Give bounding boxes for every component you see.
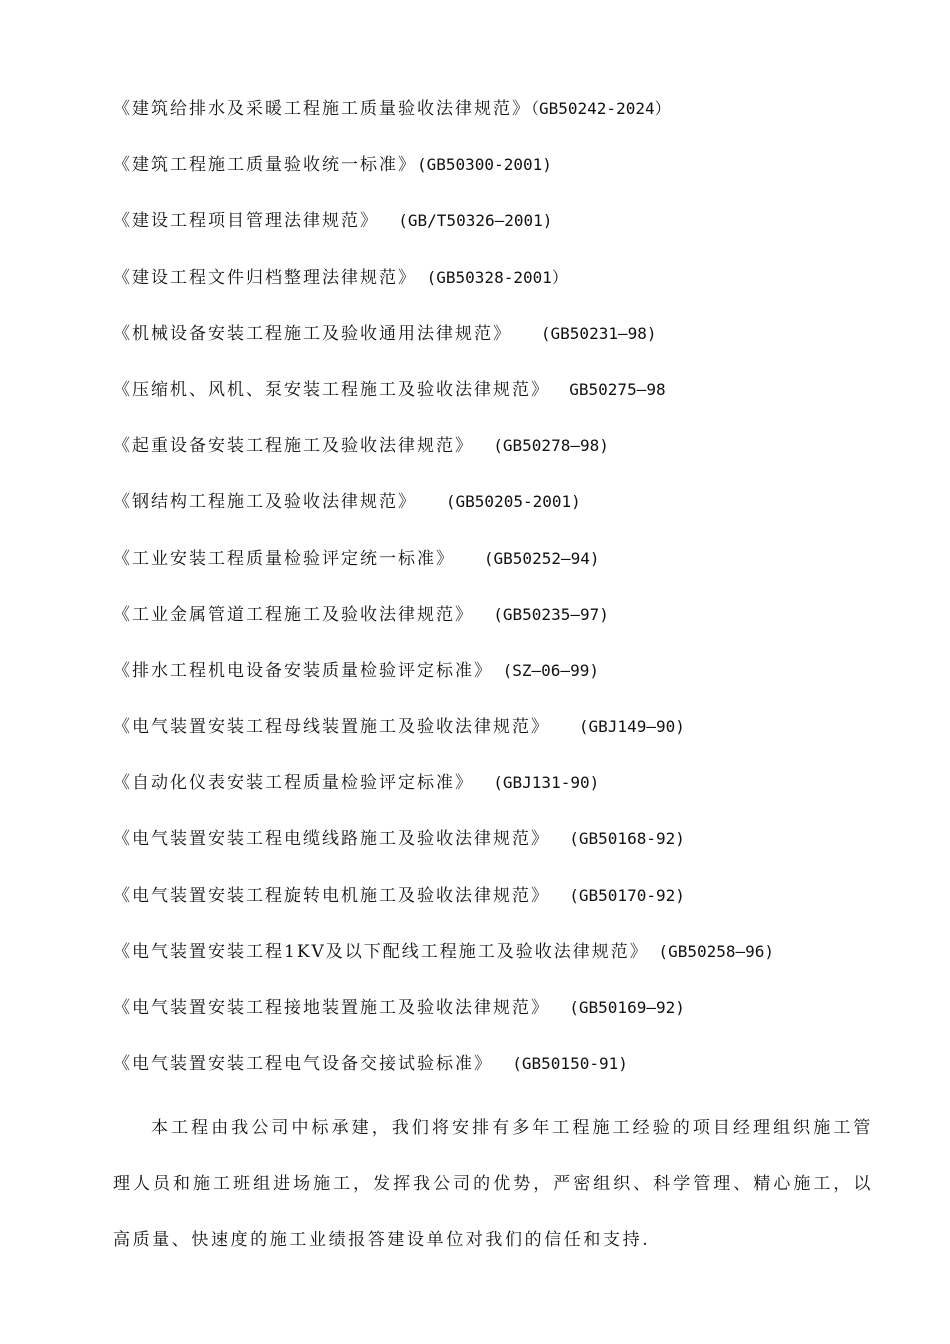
list-item (113, 657, 913, 713)
standard-title: 《电气装置安装工程接地装置施工及验收法律规范》 (113, 998, 550, 1018)
list-item (113, 207, 913, 263)
list-item (113, 432, 913, 488)
list-item (113, 713, 913, 769)
standard-title: 《起重设备安装工程施工及验收法律规范》 (113, 436, 474, 457)
standard-code: (GB50278—98) (474, 436, 609, 456)
list-item (113, 264, 913, 320)
standard-title: 《钢结构工程施工及验收法律规范》 (113, 492, 417, 513)
standard-title: 《机械设备安装工程施工及验收通用法律规范》 (113, 323, 512, 344)
standard-title: 《电气装置安装工程母线装置施工及验收法律规范》 (113, 717, 550, 738)
list-item (113, 1050, 913, 1106)
standard-code: (GB/T50326—2001) (379, 211, 553, 231)
body-paragraph: 本工程由我公司中标承建，我们将安排有多年工程施工经验的项目经理组织施工管理人员和施工班组进场施工，发挥我公司的优势，严密组织、科学管理、精心施工，以高质量、快速度的施工业绩报答建设单位对我们的信任和支持. (113, 1118, 873, 1250)
list-item (113, 488, 913, 544)
standard-title: 《自动化仪表安装工程质量检验评定标准》 (113, 773, 474, 794)
standard-code: (GB50231—98) (512, 323, 657, 343)
standard-code: (GB50258—96) (648, 941, 775, 961)
list-item (113, 320, 913, 376)
list-item (113, 545, 913, 601)
standards-list (113, 95, 913, 1106)
standard-code: (GB50150-91) (493, 1054, 628, 1074)
standard-code: (GB50235—97) (474, 604, 609, 624)
standard-title: 《工业金属管道工程施工及验收法律规范》 (113, 604, 474, 625)
standard-code: (GBJ131-90) (474, 773, 600, 793)
list-item (113, 769, 913, 825)
standard-code: (GB50300-2001) (417, 155, 552, 175)
standard-title: 《电气装置安装工程电气设备交接试验标准》 (113, 1054, 493, 1075)
standard-title: 《建设工程项目管理法律规范》 (113, 211, 379, 232)
standard-code: (GB50169—92) (550, 998, 685, 1017)
standard-title: 《工业安装工程质量检验评定统一标准》 (113, 548, 455, 569)
standard-title: 《电气装置安装工程电缆线路施工及验收法律规范》 (113, 829, 550, 850)
standard-title: 《压缩机、风机、泵安装工程施工及验收法律规范》 (113, 379, 550, 400)
standard-code: (GB50205-2001) (417, 492, 581, 512)
standard-title: 《建筑工程施工质量验收统一标准》 (113, 155, 417, 176)
standard-title: 《电气装置安装工程旋转电机施工及验收法律规范》 (113, 885, 550, 906)
standard-title: 《建筑给排水及采暖工程施工质量验收法律规范》 (113, 99, 531, 119)
standard-code: (GB50170-92) (550, 885, 685, 905)
standard-code: (GB50168-92) (550, 829, 685, 849)
standard-code: （GB50242-2024） (531, 99, 671, 118)
list-item (113, 882, 913, 938)
list-item (113, 151, 913, 207)
standard-code: GB50275—98 (550, 379, 666, 399)
list-item (113, 825, 913, 881)
list-item (113, 376, 913, 432)
standard-title: 《电气装置安装工程1KV及以下配线工程施工及验收法律规范》 (113, 941, 649, 962)
standard-code: (SZ—06—99) (493, 660, 599, 680)
list-item (113, 601, 913, 657)
standard-code: (GBJ149—90) (550, 717, 685, 737)
list-item (113, 95, 913, 151)
standard-title: 《建设工程文件归档整理法律规范》 (113, 267, 417, 288)
standard-code: (GB50328-2001） (417, 267, 568, 287)
standard-title: 《排水工程机电设备安装质量检验评定标准》 (113, 660, 493, 681)
standard-code: (GB50252—94) (455, 548, 600, 568)
list-item (113, 938, 913, 994)
list-item (113, 994, 913, 1050)
